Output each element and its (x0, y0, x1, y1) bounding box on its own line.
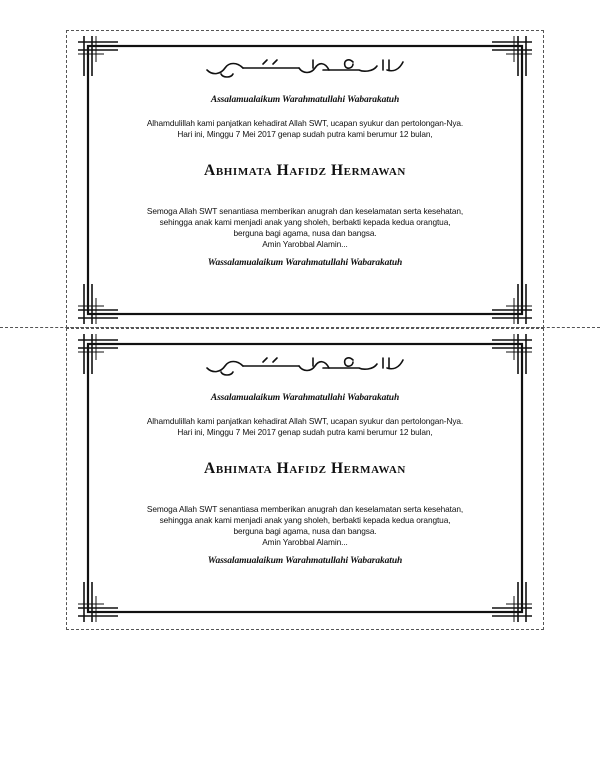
bismillah-calligraphy-icon (203, 56, 408, 80)
opening-greeting: Assalamualaikum Warahmatullahi Wabarakatuh (210, 95, 400, 105)
prayer-line: Semoga Allah SWT senantiasa memberikan anugrah dan keselamatan serta kesehatan, (146, 504, 464, 514)
prayer-line: Amin Yarobbal Alamin... (262, 537, 348, 547)
intro-paragraph (78, 118, 532, 140)
cut-line (0, 327, 600, 328)
closing-greeting: Wassalamualaikum Warahmatullahi Wabarakatuh (207, 556, 403, 566)
prayer-line: Amin Yarobbal Alamin... (262, 239, 348, 249)
child-name: Abhimata Hafidz Hermawan (204, 162, 406, 179)
prayer-line: sehingga anak kami menjadi anak yang sholeh, berbakti kepada kedua orangtua, (159, 515, 451, 525)
opening-greeting: Assalamualaikum Warahmatullahi Wabarakatuh (210, 393, 400, 403)
intro-line: Hari ini, Minggu 7 Mei 2017 genap sudah putra kami berumur 12 bulan, (177, 427, 433, 437)
prayer-line: berguna bagi agama, nusa dan bangsa. (233, 526, 377, 536)
prayer-line: Semoga Allah SWT senantiasa memberikan anugrah dan keselamatan serta kesehatan, (146, 206, 464, 216)
invitation-card (78, 36, 532, 324)
child-name: Abhimata Hafidz Hermawan (204, 460, 406, 477)
intro-line: Hari ini, Minggu 7 Mei 2017 genap sudah putra kami berumur 12 bulan, (177, 129, 433, 139)
closing-greeting: Wassalamualaikum Warahmatullahi Wabarakatuh (207, 258, 403, 268)
intro-line: Alhamdulillah kami panjatkan kehadirat Allah SWT, ucapan syukur dan pertolongan-Nya. (146, 118, 464, 128)
intro-paragraph (78, 416, 532, 438)
prayer-paragraph (78, 504, 532, 548)
prayer-line: berguna bagi agama, nusa dan bangsa. (233, 228, 377, 238)
prayer-line: sehingga anak kami menjadi anak yang sholeh, berbakti kepada kedua orangtua, (159, 217, 451, 227)
invitation-card (78, 334, 532, 622)
prayer-paragraph (78, 206, 532, 250)
intro-line: Alhamdulillah kami panjatkan kehadirat Allah SWT, ucapan syukur dan pertolongan-Nya. (146, 416, 464, 426)
bismillah-calligraphy-icon (203, 354, 408, 378)
